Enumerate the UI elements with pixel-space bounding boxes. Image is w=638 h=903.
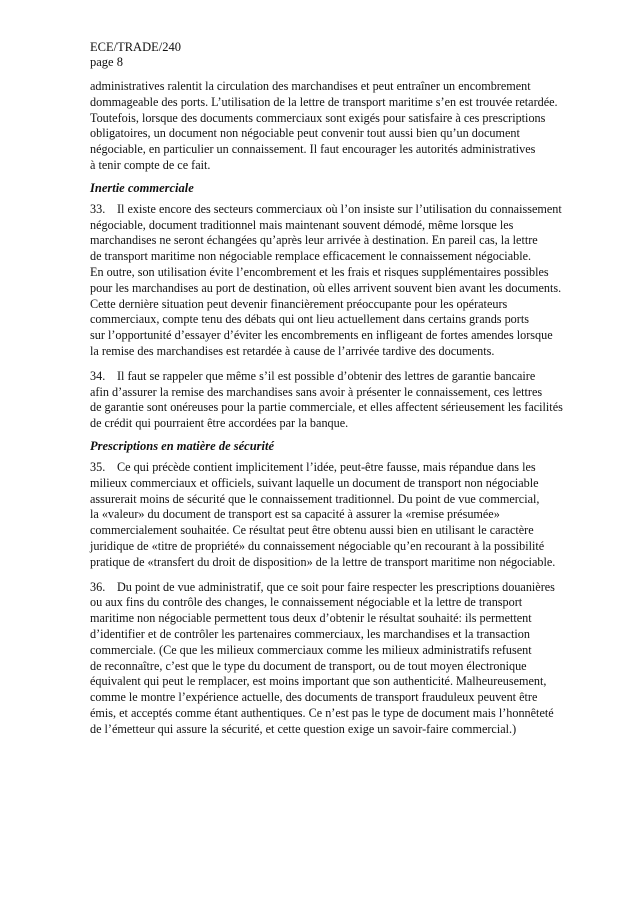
text-line: de transport maritime non négociable remplace efficacement le connaissement négociable. [90,249,532,264]
section-heading: Inertie commerciale [90,180,194,195]
text-line: obligatoires, un document non négociable peut convenir tout aussi bien qu’un document [90,126,520,141]
paragraph-34 [90,369,598,432]
text-line: Il faut se rappeler que même s’il est possible d’obtenir des lettres de garantie bancaire [117,368,536,383]
text-line: Il existe encore des secteurs commerciaux où l’on insiste sur l’utilisation du connaissement [117,201,562,216]
text-line: En outre, son utilisation évite l’encombrement et les frais et risques supplémentaires possibles [90,264,549,279]
text-line: de l’émetteur qui assure la sécurité, et cette question exige un savoir-faire commercial.) [90,721,517,736]
text-line: émis, et acceptés comme étant authentiques. Ce n’est pas le type de document mais l’honnêteté [90,705,554,720]
text-line: Cette dernière situation peut devenir financièrement préoccupante pour les opérateurs [90,296,508,311]
text-line: équivalent qui peut le remplacer, est moins important que son authenticité. Malheureusement, [90,674,547,689]
paragraph-36 [90,580,598,738]
text-line: afin d’assurer la remise des marchandises sans avoir à présenter le connaissement, ces lettres [90,384,543,399]
text-line: maritime non négociable permettent tous deux d’obtenir le résultat souhaité: ils permettent [90,611,532,626]
text-line: négociable, document traditionnel mais maintenant souvent démodé, même lorsque les [90,217,514,232]
text-line: commerciale. (Ce que les milieux commerciaux comme les milieux administratifs refusent [90,642,532,657]
text-line: milieux commerciaux et officiels, suivant laquelle un document de transport non négociable [90,475,539,490]
paragraph-number: 36. [90,579,106,594]
section-heading: Prescriptions en matière de sécurité [90,438,275,453]
text-line: sur l’opportunité d’essayer d’éviter les encombrements en infligeant de fortes amendes lorsque [90,328,553,343]
text-line: de crédit qui pourraient être accordées par la banque. [90,416,349,431]
intro-paragraph [90,79,598,174]
paragraph-number: 34. [90,368,106,383]
text-line: Ce qui précède contient implicitement l’idée, peut-être fausse, mais répandue dans les [117,459,536,474]
text-line: assurerait moins de sécurité que le connaissement traditionnel. Du point de vue commercial, [90,491,540,506]
text-line: la remise des marchandises est retardée à cause de l’arrivée tardive des documents. [90,343,495,358]
document-symbol: ECE/TRADE/240 [90,40,181,54]
text-line: dommageable des ports. L’utilisation de la lettre de transport maritime s’en est trouvée retardée. [90,94,558,109]
text-line: négociable, en particulier un connaissement. Il faut encourager les autorités administratives [90,142,536,157]
page-number: page 8 [90,55,123,69]
paragraph-35 [90,460,598,571]
text-line: pratique de «transfert du droit de disposition» de la lettre de transport maritime non négociable. [90,554,556,569]
text-line: comme le montre l’expérience actuelle, des documents de transport frauduleux peuvent être [90,690,538,705]
paragraph-33 [90,202,598,360]
text-line: juridique de «titre de propriété» du connaissement négociable qu’en recourant à la possibilité [90,538,545,553]
text-line: d’identifier et de contrôler les partenaires commerciaux, les marchandises et la transaction [90,626,530,641]
paragraph-number: 33. [90,201,106,216]
text-line: administratives ralentit la circulation des marchandises et peut entraîner un encombrement [90,79,531,93]
text-line: pour les marchandises au port de destination, où elles arrivent souvent bien avant les documents. [90,280,562,295]
paragraph-number: 35. [90,459,106,474]
text-line: ou aux fins du contrôle des changes, le connaissement négociable et la lettre de transport [90,595,523,610]
text-line: de garantie sont onéreuses pour la partie commerciale, et elles affectent sérieusement les facilités [90,400,563,415]
text-line: marchandises ne seront échangées qu’après leur arrivée à destination. En pareil cas, la lettre [90,233,538,248]
text-line: Toutefois, lorsque des documents commerciaux sont exigés pour satisfaire à ces prescriptions [90,110,546,125]
text-line: commerciaux, compte tenu des débats qui ont lieu actuellement dans certains grands ports [90,312,529,327]
text-line: Du point de vue administratif, que ce soit pour faire respecter les prescriptions douanières [117,579,555,594]
text-line: commercialement souhaitée. Ce résultat peut être obtenu aussi bien en utilisant le caractère [90,523,534,538]
text-line: la «valeur» du document de transport est sa capacité à assurer la «remise présumée» [90,507,500,522]
text-line: de reconnaître, c’est que le type du document de transport, ou de tout moyen électronique [90,658,527,673]
text-line: à tenir compte de ce fait. [90,157,211,172]
